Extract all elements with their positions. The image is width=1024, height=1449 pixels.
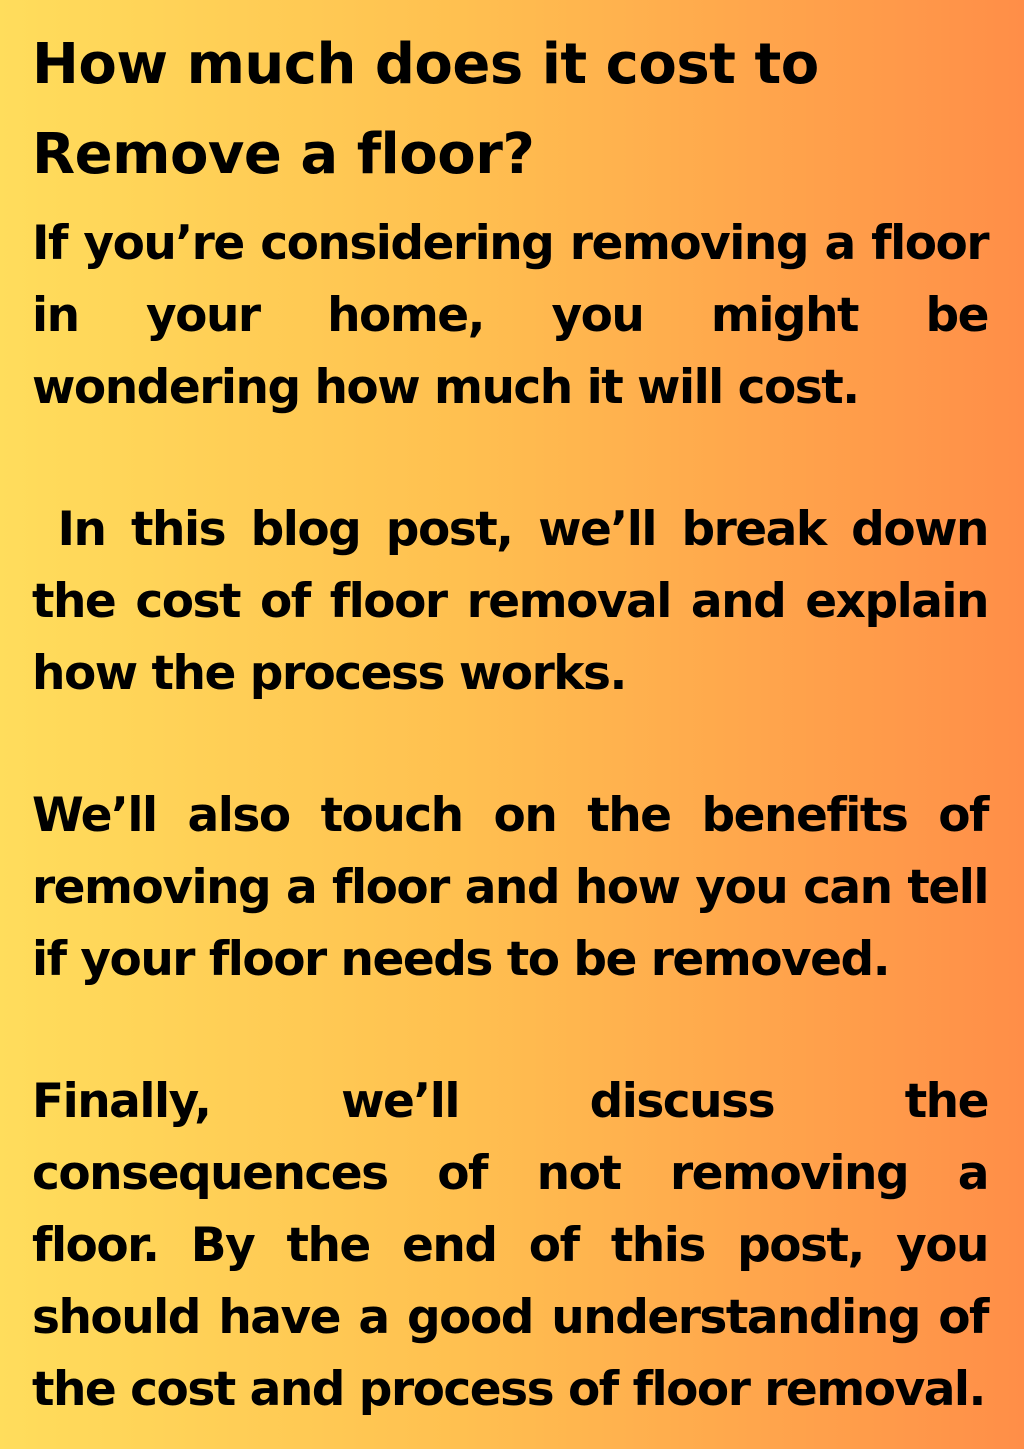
article-body bbox=[32, 208, 1003, 1426]
title-line-2: Remove a floor? bbox=[32, 122, 535, 187]
page-title bbox=[32, 20, 988, 200]
conclusion-paragraph: Finally, we’ll discuss the consequences of not removing a floor. By the end of this post, you should have a good understanding of the cost and process of floor removal. bbox=[32, 1074, 1003, 1417]
title-line-1: How much does it cost to bbox=[32, 32, 819, 97]
benefits-paragraph: We’ll also touch on the benefits of removing a floor and how you can tell if your floor needs to be removed. bbox=[32, 788, 1003, 987]
overview-paragraph: In this blog post, we’ll break down the cost of floor removal and explain how the process works. bbox=[32, 502, 1003, 701]
intro-paragraph: If you’re considering removing a floor in your home, you might be wondering how much it will cost. bbox=[32, 216, 1003, 415]
